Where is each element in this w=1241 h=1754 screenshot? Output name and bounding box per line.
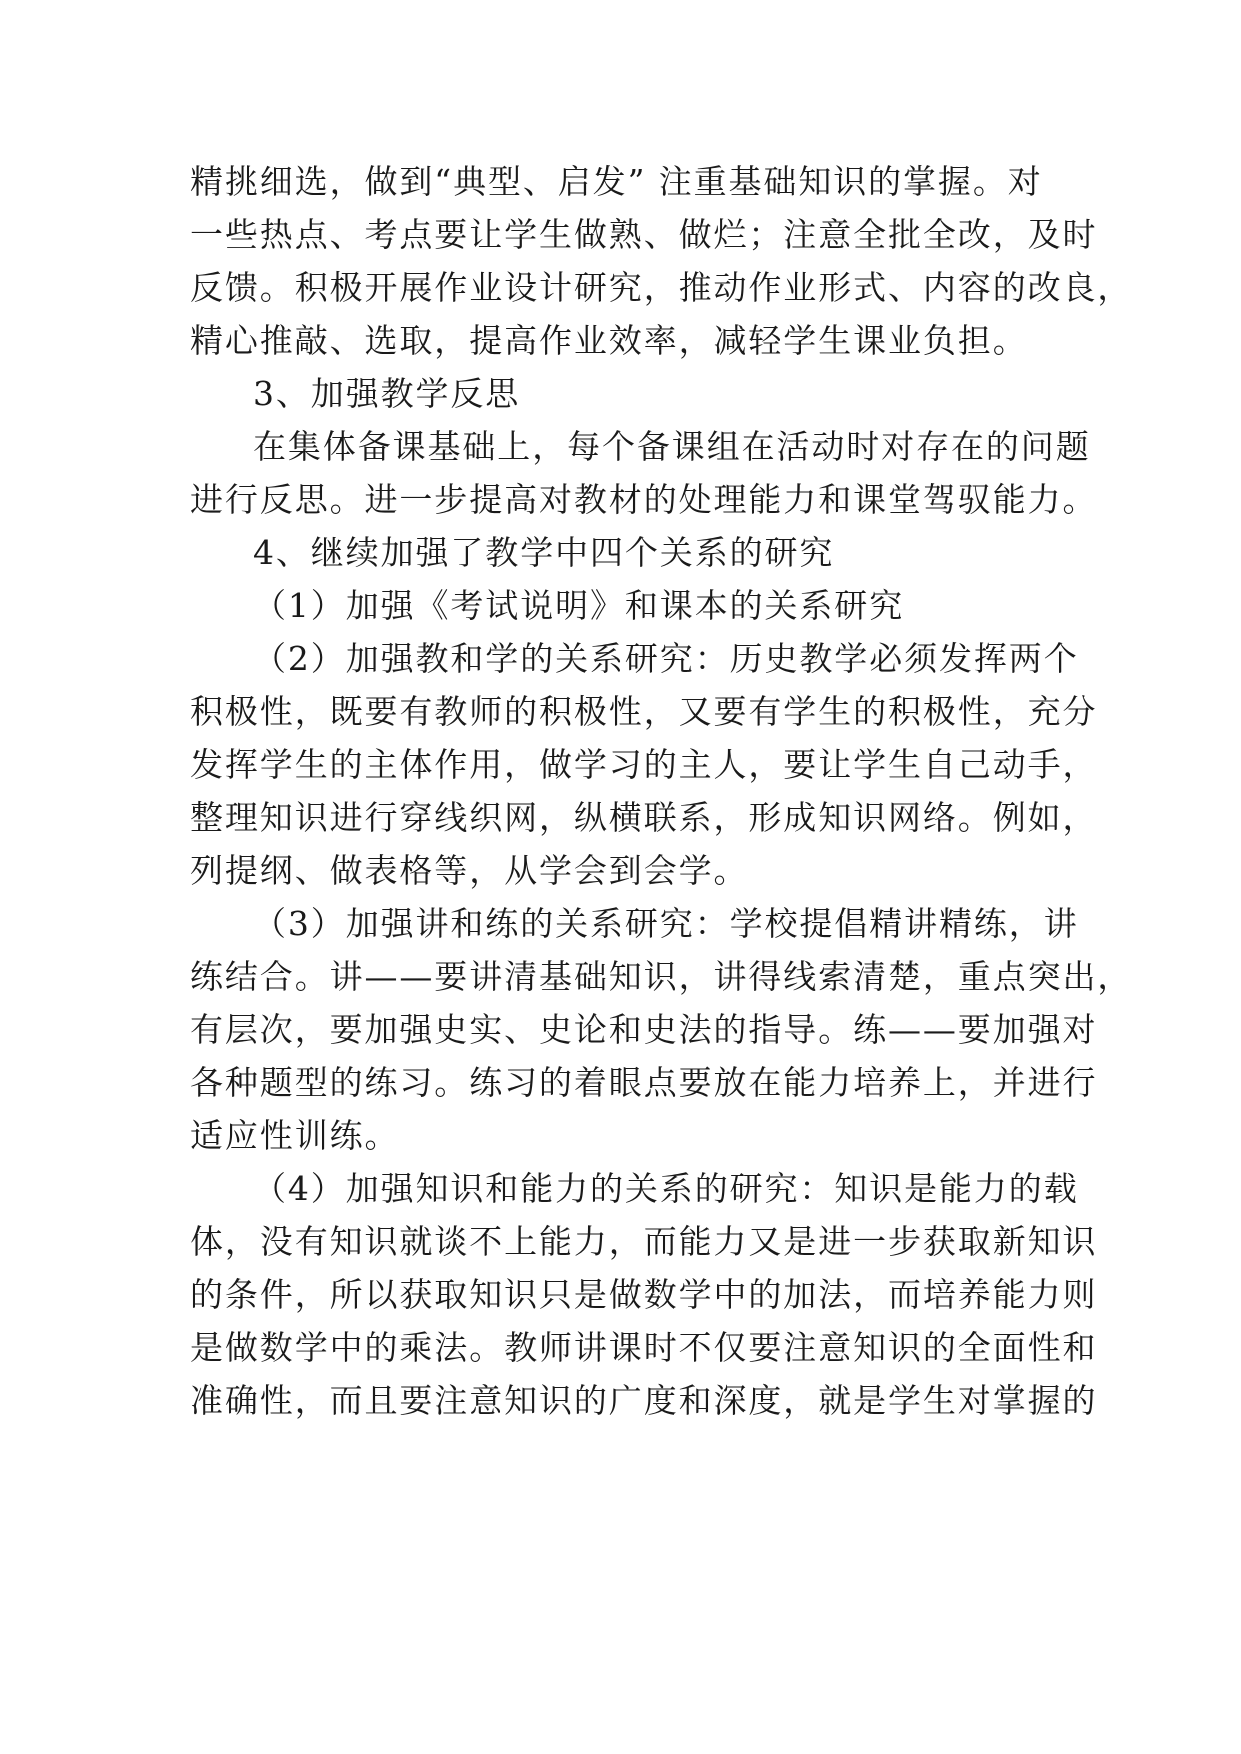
text-line: 的条件，所以获取知识只是做数学中的加法，而培养能力则 — [190, 1275, 1098, 1314]
text-line: （3）加强讲和练的关系研究：学校提倡精讲精练，讲 — [253, 904, 1079, 943]
text-line: 在集体备课基础上，每个备课组在活动时对存在的问题 — [253, 427, 1091, 466]
text-line: 积极性，既要有教师的积极性，又要有学生的积极性，充分 — [190, 692, 1098, 731]
text-line: 是做数学中的乘法。教师讲课时不仅要注意知识的全面性和 — [190, 1328, 1098, 1367]
subsection-heading: （1）加强《考试说明》和课本的关系研究 — [253, 586, 905, 625]
text-line: 有层次，要加强史实、史论和史法的指导。练——要加强对 — [190, 1010, 1098, 1049]
text-line: 整理知识进行穿线织网，纵横联系，形成知识网络。例如， — [190, 798, 1098, 837]
text-line: 适应性训练。 — [190, 1116, 400, 1155]
text-line: 各种题型的练习。练习的着眼点要放在能力培养上，并进行 — [190, 1063, 1098, 1102]
text-line: 精挑细选，做到“典型、启发” 注重基础知识的掌握。对 — [190, 162, 1043, 201]
text-line: 准确性，而且要注意知识的广度和深度，就是学生对掌握的 — [190, 1381, 1098, 1420]
text-line: 反馈。积极开展作业设计研究，推动作业形式、内容的改良， — [190, 268, 1133, 307]
text-line: 体，没有知识就谈不上能力，而能力又是进一步获取新知识 — [190, 1222, 1098, 1261]
text-line: 一些热点、考点要让学生做熟、做烂；注意全批全改，及时 — [190, 215, 1098, 254]
text-line: 发挥学生的主体作用，做学习的主人，要让学生自己动手， — [190, 745, 1098, 784]
text-line: 精心推敲、选取，提高作业效率，减轻学生课业负担。 — [190, 321, 1028, 360]
text-line: （4）加强知识和能力的关系的研究：知识是能力的载 — [253, 1169, 1079, 1208]
text-line: 练结合。讲——要讲清基础知识，讲得线索清楚，重点突出， — [190, 957, 1133, 996]
section-heading: 4、继续加强了教学中四个关系的研究 — [253, 533, 835, 572]
text-line: （2）加强教和学的关系研究：历史教学必须发挥两个 — [253, 639, 1079, 678]
section-heading: 3、加强教学反思 — [253, 374, 521, 413]
text-line: 进行反思。进一步提高对教材的处理能力和课堂驾驭能力。 — [190, 480, 1098, 519]
text-line: 列提纲、做表格等，从学会到会学。 — [190, 851, 749, 890]
